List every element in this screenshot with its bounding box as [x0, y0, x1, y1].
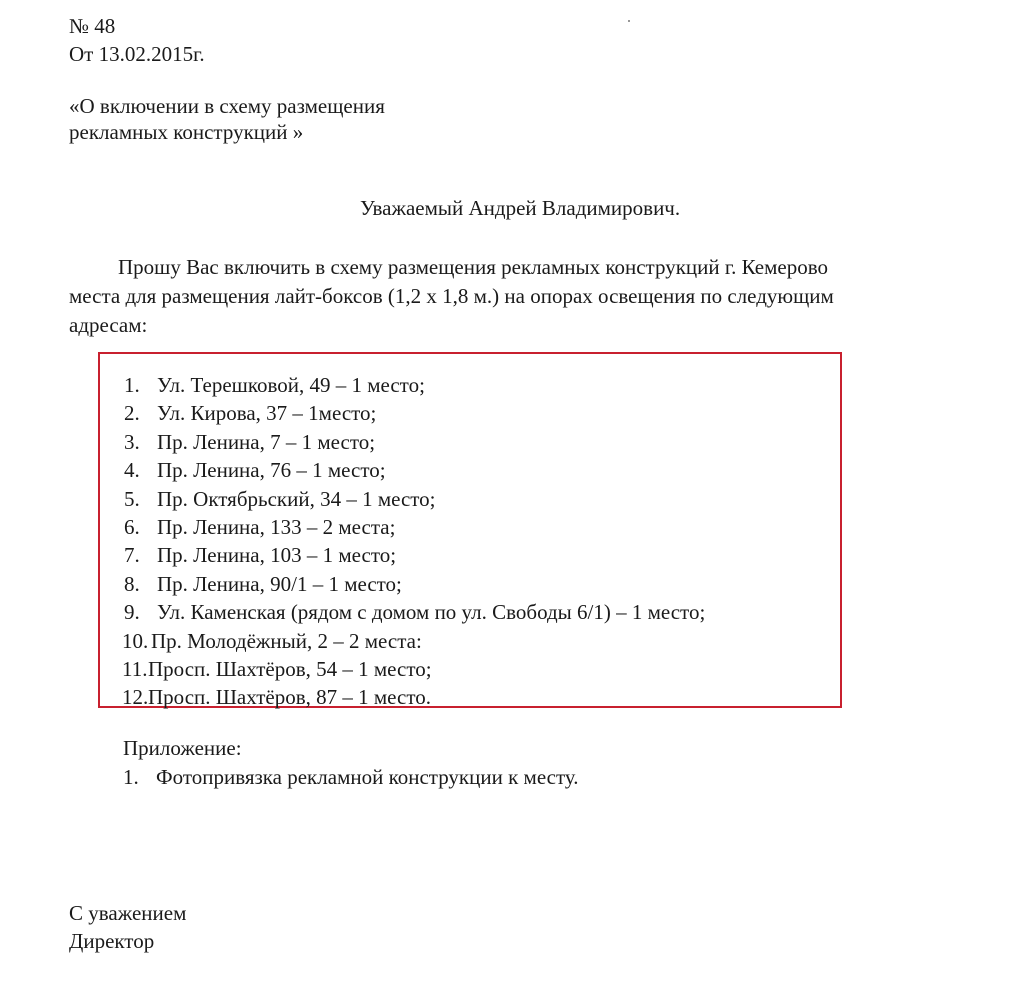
address-text: Пр. Ленина, 90/1 – 1 место; [157, 571, 402, 596]
scan-speck [628, 20, 630, 22]
address-text: Ул. Кирова, 37 – 1место; [157, 401, 377, 426]
address-number: 1. [124, 373, 140, 397]
subject-line-2: рекламных конструкций » [69, 120, 304, 144]
address-text: Просп. Шахтёров, 87 – 1 место. [148, 685, 431, 710]
document-date: От 13.02.2015г. [69, 42, 205, 66]
attachment-title: Приложение: [123, 736, 242, 760]
address-text: Пр. Ленина, 76 – 1 место; [157, 458, 386, 483]
address-number: 12. [122, 685, 149, 710]
address-number: 9. [124, 600, 140, 625]
address-text: Ул. Каменская (рядом с домом по ул. Свободы 6/1) – 1 место; [157, 600, 706, 625]
attachment-item-number: 1. [123, 765, 139, 789]
address-text: Пр. Ленина, 133 – 2 места; [157, 514, 396, 539]
address-number: 6. [124, 514, 140, 539]
address-number: 8. [124, 571, 140, 596]
body-line-1: Прошу Вас включить в схему размещения рекламных конструкций г. Кемерово [118, 255, 829, 279]
address-number: 10. [122, 628, 149, 653]
salutation: Уважаемый Андрей Владимирович. [360, 196, 681, 220]
address-number: 4. [124, 458, 140, 483]
subject-line-1: «О включении в схему размещения [69, 94, 385, 118]
address-text: Пр. Октябрьский, 34 – 1 место; [157, 486, 436, 511]
closing: С уважением [69, 901, 187, 925]
address-text: Ул. Терешковой, 49 – 1 место; [157, 373, 425, 397]
body-line-3: адресам: [69, 313, 148, 337]
signer-title: Директор [69, 929, 155, 953]
attachment-item-text: Фотопривязка рекламной конструкции к месту. [156, 765, 579, 789]
address-number: 2. [124, 401, 140, 426]
address-number: 11. [122, 656, 148, 681]
address-number: 7. [124, 543, 140, 568]
address-number: 5. [124, 486, 140, 511]
address-text: Просп. Шахтёров, 54 – 1 место; [148, 656, 432, 681]
body-line-2: места для размещения лайт-боксов (1,2 х 1,8 м.) на опорах освещения по следующим [69, 284, 834, 308]
address-list-box [98, 352, 842, 708]
address-text: Пр. Молодёжный, 2 – 2 места: [151, 628, 422, 653]
address-text: Пр. Ленина, 103 – 1 место; [157, 543, 397, 568]
address-text: Пр. Ленина, 7 – 1 место; [157, 429, 376, 454]
address-number: 3. [124, 429, 140, 454]
document-number: № 48 [69, 14, 116, 38]
